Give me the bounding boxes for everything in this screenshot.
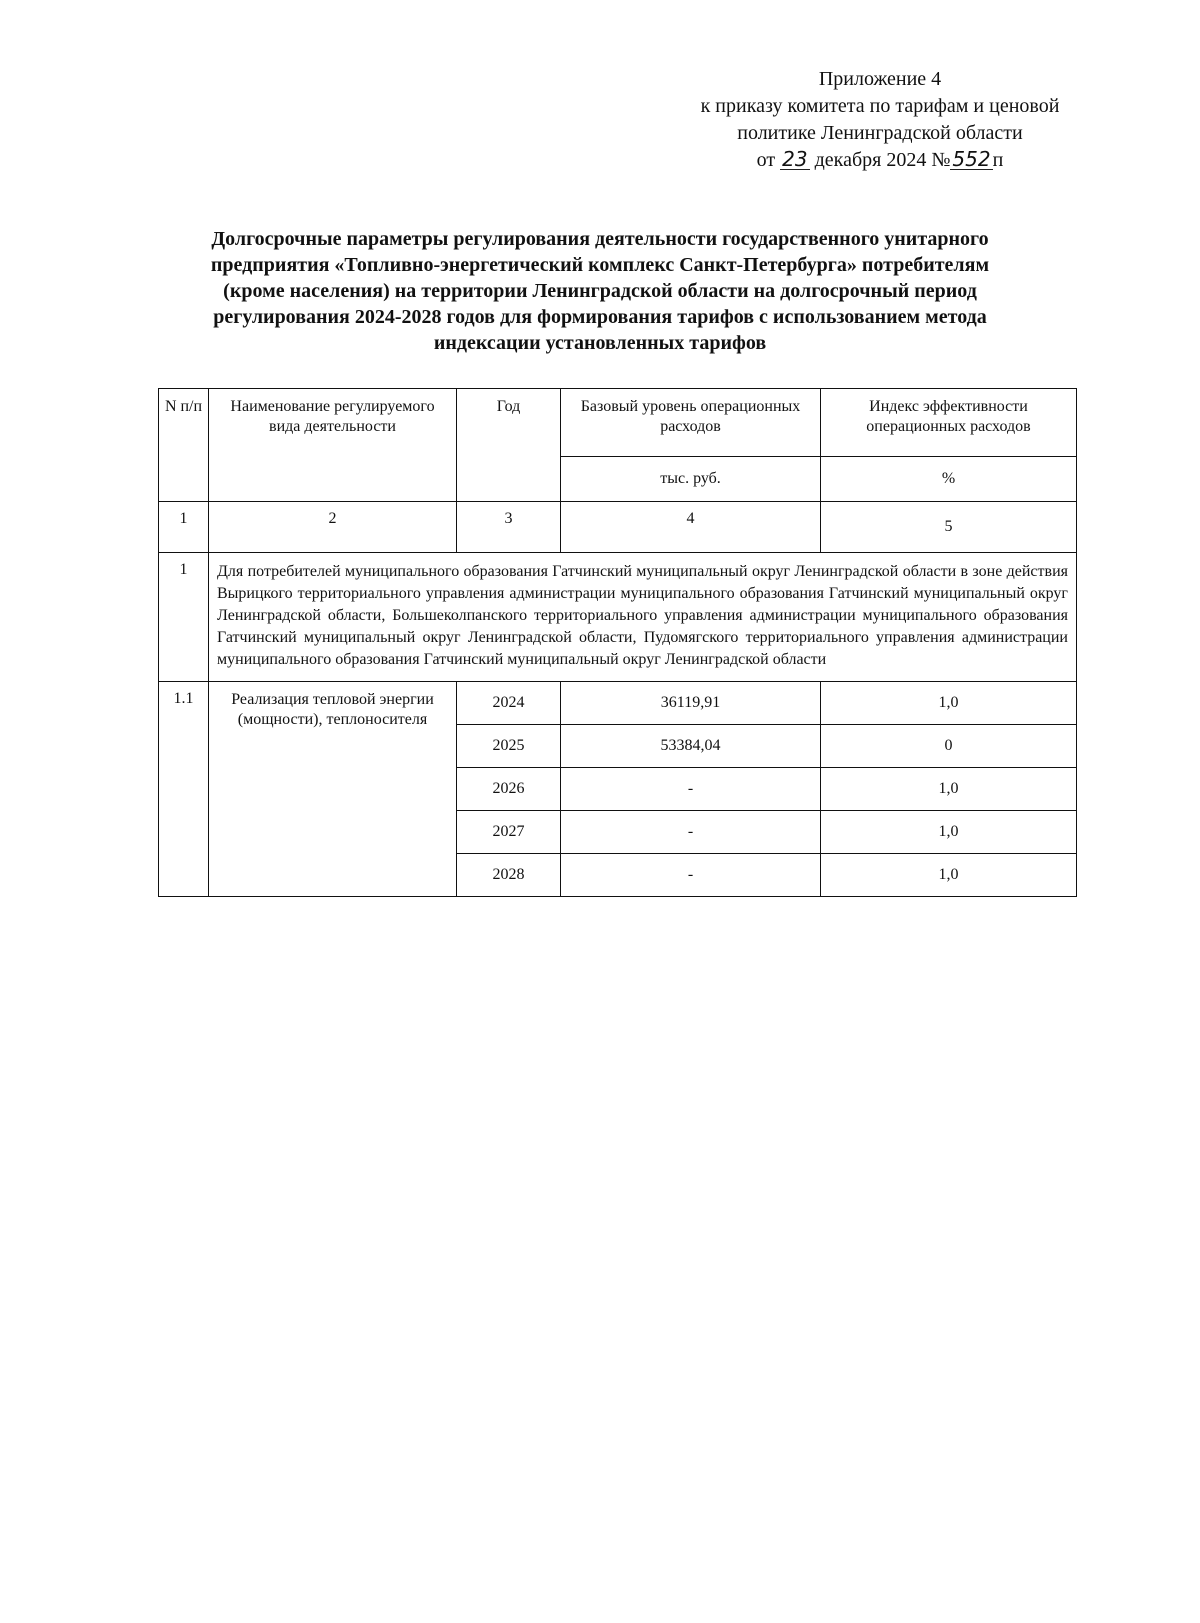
document-title: [135, 226, 1065, 356]
order-suffix: п: [992, 149, 1004, 171]
row-year: 2028: [457, 854, 561, 897]
column-number: 4: [561, 502, 821, 553]
header-efficiency-index: Индекс эффективности операционных расходов: [821, 389, 1077, 457]
section-row: [159, 553, 1077, 682]
column-number: 2: [209, 502, 457, 553]
row-base-level: -: [561, 768, 821, 811]
column-number: 5: [821, 502, 1077, 553]
item-activity: Реализация тепловой энергии (мощности), теплоносителя: [209, 682, 457, 897]
section-num: 1: [159, 553, 209, 682]
column-number: 3: [457, 502, 561, 553]
handwritten-day: 23: [782, 147, 808, 171]
header-num: N п/п: [159, 389, 209, 502]
row-efficiency-index: 1,0: [821, 682, 1077, 725]
title-line: предприятия «Топливно-энергетический комплекс Санкт-Петербурга» потребителям: [210, 254, 990, 276]
parameters-table: [158, 388, 1077, 897]
section-description: Для потребителей муниципального образования Гатчинский муниципальный округ Ленинградской области в зоне действия Вырицкого территориального управления администрации муниципального образования Гатчинский муниципальный округ Ленинградской области, Большеколпанского территориального управления администрации муниципального образования Гатчинский муниципальный округ Ленинградской области, Пудомягского территориального управления администрации муниципального образования Гатчинский муниципальный округ Ленинградской области: [209, 553, 1077, 682]
unit-index: %: [821, 457, 1077, 502]
row-base-level: 53384,04: [561, 725, 821, 768]
row-base-level: -: [561, 854, 821, 897]
row-year: 2025: [457, 725, 561, 768]
title-line: (кроме населения) на территории Ленинградской области на долгосрочный период: [223, 280, 977, 302]
column-number: 1: [159, 502, 209, 553]
appendix-authority: политике Ленинградской области: [737, 122, 1023, 144]
row-efficiency-index: 1,0: [821, 854, 1077, 897]
row-base-level: -: [561, 811, 821, 854]
header-year: Год: [457, 389, 561, 502]
header-base-level: Базовый уровень операционных расходов: [561, 389, 821, 457]
column-numbers-row: [159, 502, 1077, 553]
header-activity: Наименование регулируемого вида деятельности: [209, 389, 457, 502]
appendix-date-line: [640, 147, 1120, 174]
row-year: 2026: [457, 768, 561, 811]
header-row: [159, 389, 1077, 457]
item-num: 1.1: [159, 682, 209, 897]
appendix-header: [640, 66, 1120, 174]
title-line: регулирования 2024-2028 годов для формирования тарифов с использованием метода: [213, 306, 987, 328]
row-efficiency-index: 1,0: [821, 811, 1077, 854]
row-year: 2027: [457, 811, 561, 854]
row-base-level: 36119,91: [561, 682, 821, 725]
table-row: [159, 682, 1077, 725]
appendix-title: Приложение 4: [818, 68, 942, 90]
row-year: 2024: [457, 682, 561, 725]
date-month-year: декабря 2024 №: [814, 149, 951, 171]
row-efficiency-index: 1,0: [821, 768, 1077, 811]
unit-base: тыс. руб.: [561, 457, 821, 502]
handwritten-order-number: 552: [952, 147, 991, 171]
title-line: Долгосрочные параметры регулирования деятельности государственного унитарного: [211, 228, 989, 250]
appendix-order-ref: к приказу комитета по тарифам и ценовой: [700, 95, 1060, 117]
date-prefix: от: [756, 149, 776, 171]
row-efficiency-index: 0: [821, 725, 1077, 768]
title-line: индексации установленных тарифов: [433, 332, 767, 354]
